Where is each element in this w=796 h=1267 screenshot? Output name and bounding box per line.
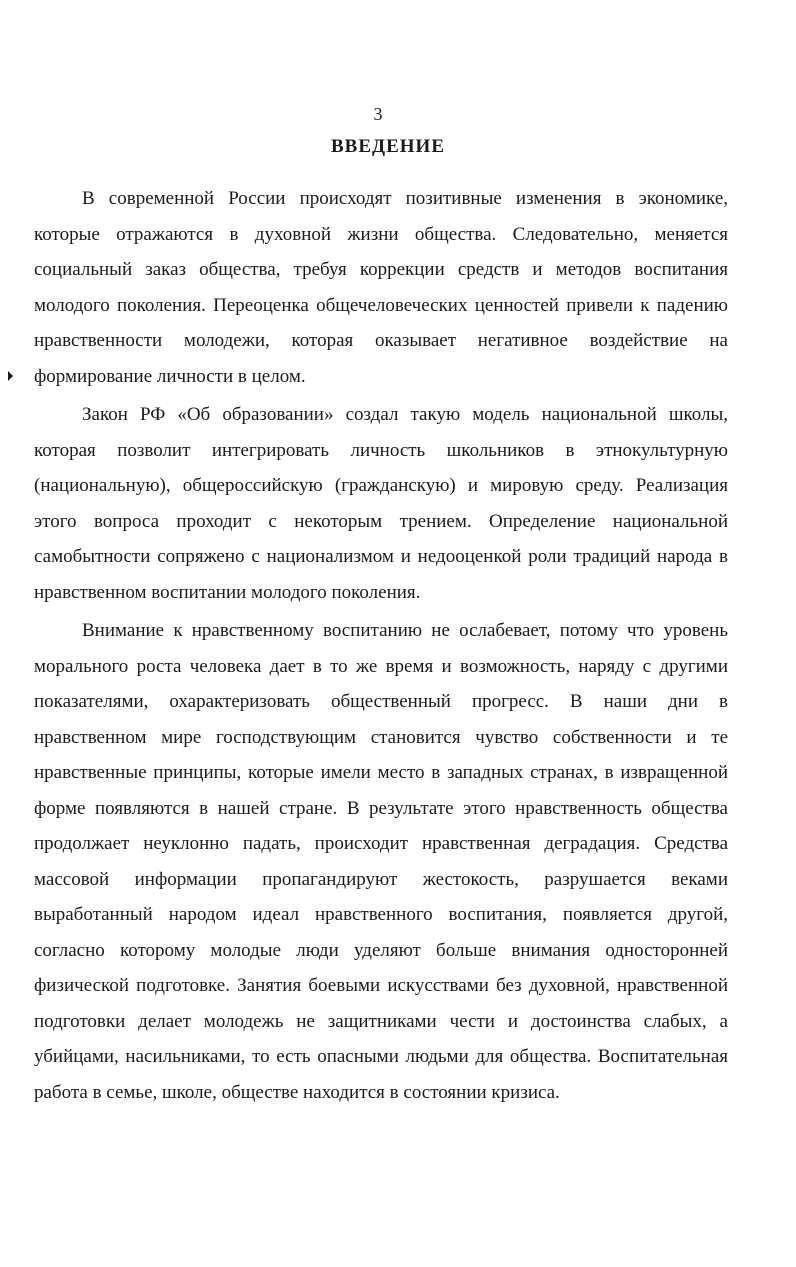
paragraph-1: В современной России происходят позитивные изменения в экономике, которые отражаются в духовной жизни общества. Следовательно, меняется социальный заказ общества, требуя коррекции средств и методов воспитания молодого поколения. Переоценка общечеловеческих ценностей привели к падению нравственности молодежи, которая оказывает негативное воздействие на формирование личности в целом.	[34, 188, 728, 387]
paragraph-2: Закон РФ «Об образовании» создал такую модель национальной школы, которая позволит интегрировать личность школьников в этнокультурную (национальную), общероссийскую (гражданскую) и мировую среду. Реализация этого вопроса проходит с некоторым трением. Определение национальной самобытности сопряжено с национализмом и недооценкой роли традиций народа в нравственном воспитании молодого поколения.	[34, 404, 728, 603]
page-number: 3	[373, 104, 383, 124]
page-title: ВВЕДЕНИЕ	[331, 136, 445, 157]
margin-arrow-icon	[8, 371, 13, 381]
paragraph-3: Внимание к нравственному воспитанию не ослабевает, потому что уровень морального роста человека дает в то же время и возможность, наряду с другими показателями, охарактеризовать общественный прогресс. В наши дни в нравственном мире господствующим становится чувство собственности и те нравственные принципы, которые имели место в западных странах, в извращенной форме появляются в нашей стране. В результате этого нравственность общества продолжает неуклонно падать, происходит нравственная деградация. Средства массовой информации пропагандируют жестокость, разрушается веками выработанный народом идеал нравственного воспитания, появляется другой, согласно которому молодые люди уделяют больше внимания односторонней физической подготовке. Занятия боевыми искусствами без духовной, нравственной подготовки делает молодежь не защитниками чести и достоинства слабых, а убийцами, насильниками, то есть опасными людьми для общества. Воспитательная работа в семье, школе, обществе находится в состоянии кризиса.	[34, 620, 728, 1103]
document-body	[34, 181, 728, 1110]
